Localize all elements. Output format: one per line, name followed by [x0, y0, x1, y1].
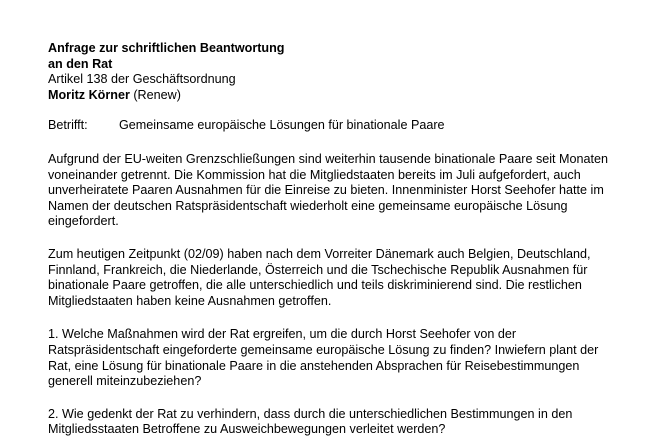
document-page	[48, 41, 648, 438]
paragraph-context	[48, 152, 648, 230]
paragraph-status	[48, 247, 648, 309]
subject-label: Betrifft:	[48, 118, 88, 133]
subject-row	[48, 118, 648, 134]
author-group: (Renew)	[129, 87, 181, 102]
paragraph-line: eingefordert.	[48, 214, 119, 229]
recipient-heading: an den Rat	[48, 56, 113, 71]
author-line	[48, 88, 648, 104]
paragraph-line: Namen der deutschen Ratspräsidentschaft wiederholt eine gemeinsame europäische Lösung	[48, 198, 568, 213]
paragraph-line: binationale Paare getroffen, die alle unterschiedlich und teils diskriminierend sind. Die restlichen	[48, 278, 582, 293]
paragraph-line: Ratspräsidentschaft eingeforderte gemeinsame europäische Lösung zu finden? Inwiefern plant der	[48, 342, 599, 357]
paragraph-line: Mitgliedstaaten haben keine Ausnahmen getroffen.	[48, 293, 332, 308]
paragraph-line: Zum heutigen Zeitpunkt (02/09) haben nach dem Vorreiter Dänemark auch Belgien, Deutschland,	[48, 246, 591, 261]
paragraph-line: Rat, eine Lösung für binationale Paare in die anstehenden Absprachen für Reisebestimmungen	[48, 358, 580, 373]
question-2	[48, 407, 648, 438]
paragraph-line: 2. Wie gedenkt der Rat zu verhindern, dass durch die unterschiedlichen Bestimmungen in den	[48, 406, 573, 421]
subject-text: Gemeinsame europäische Lösungen für binationale Paare	[119, 118, 445, 133]
paragraph-line: generell miteinzubeziehen?	[48, 374, 202, 389]
paragraph-line: Aufgrund der EU-weiten Grenzschließungen sind weiterhin tausende binationale Paare seit Monaten	[48, 151, 609, 166]
paragraph-line: 1. Welche Maßnahmen wird der Rat ergreifen, um die durch Horst Seehofer von der	[48, 327, 517, 342]
author-name: Moritz Körner	[48, 87, 130, 102]
request-type-heading: Anfrage zur schriftlichen Beantwortung	[48, 41, 285, 55]
question-1	[48, 327, 648, 389]
rule-reference: Artikel 138 der Geschäftsordnung	[48, 72, 236, 87]
paragraph-line: Finnland, Frankreich, die Niederlande, Österreich und die Tschechische Republik Ausnahmen für	[48, 262, 588, 277]
paragraph-line: unverheiratete Paaren Ausnahmen für die Einreise zu bieten. Innenminister Horst Seehofer hatte im	[48, 183, 604, 198]
document-header	[48, 41, 648, 103]
paragraph-line: Mitgliedsstaaten Betroffene zu Ausweichbewegungen verleitet werden?	[48, 422, 446, 437]
paragraph-line: voneinander getrennt. Die Kommission hat die Mitgliedstaaten bereits im Juli aufgefordert, auch	[48, 167, 581, 182]
